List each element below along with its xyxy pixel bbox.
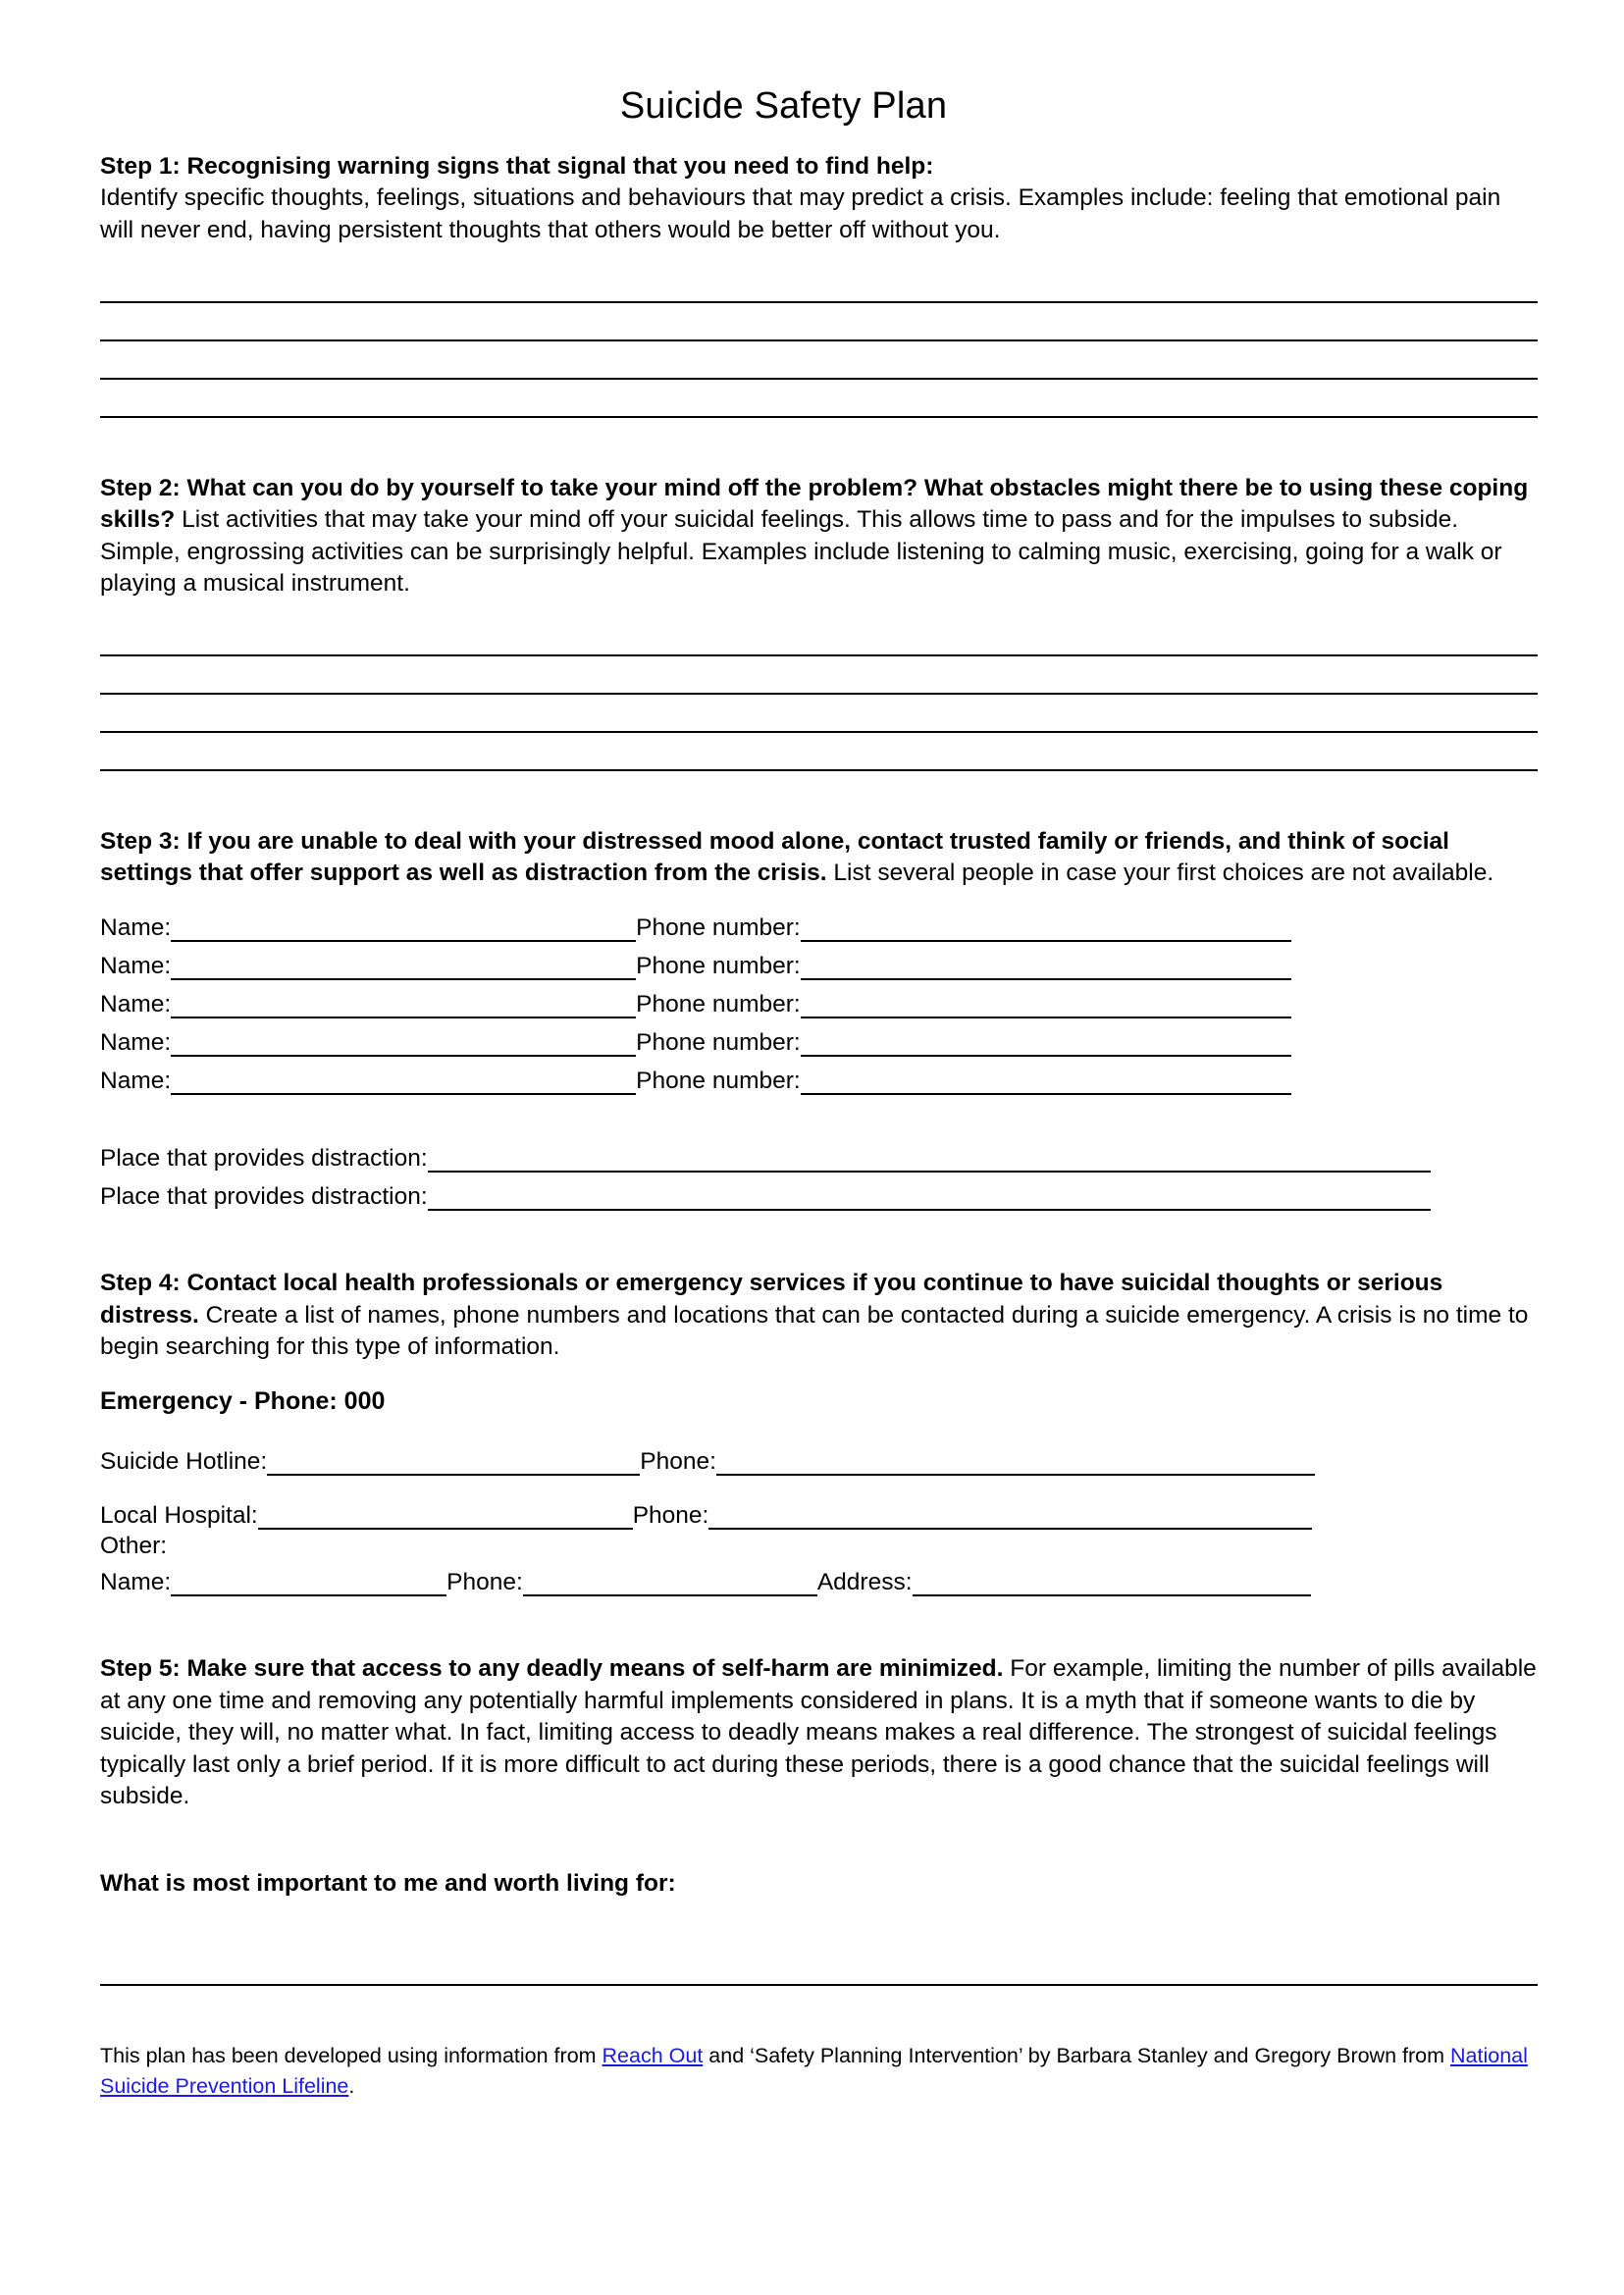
national-suicide-prevention-lifeline-link[interactable]: National Suicide Prevention Lifeline — [100, 2043, 1528, 2098]
local-hospital-label: Local Hospital: — [100, 1501, 258, 1529]
step-4-body: Create a list of names, phone numbers and locations that can be contacted during a suicide emergency. A crisis is no time to begin searching for this type of information. — [100, 1301, 1529, 1361]
contact-row — [100, 944, 1538, 982]
phone-number-label: Phone number: — [636, 952, 801, 979]
step-4-heading: Step 4: Contact local health professionals or emergency services if you continue to have suicidal thoughts or serious distress. — [100, 1270, 1443, 1329]
other-phone-label: Phone: — [446, 1568, 523, 1595]
worth-living-heading-wrap — [100, 1868, 1538, 1901]
place-row — [100, 1174, 1538, 1213]
phone-label: Phone: — [640, 1447, 716, 1475]
step-3-heading: Step 3: If you are unable to deal with your distressed mood alone, contact trusted family or friends, and think of social settings that offer support as well as distraction from the crisis. — [100, 827, 1449, 887]
local-hospital-row — [100, 1493, 1538, 1532]
footer-text-1: This plan has been developed using information from — [100, 2043, 602, 2067]
suicide-hotline-row — [100, 1439, 1538, 1478]
contact-row — [100, 906, 1538, 944]
page-title: Suicide Safety Plan — [619, 85, 948, 127]
phone-number-label: Phone number: — [636, 1067, 801, 1094]
step-2-paragraph — [100, 473, 1538, 600]
other-phone-input-line[interactable] — [523, 1569, 817, 1596]
local-hospital-input-line[interactable] — [258, 1502, 633, 1530]
phone-number-label: Phone number: — [636, 1028, 801, 1056]
footer-text-3: . — [348, 2073, 355, 2098]
phone-input-line[interactable] — [801, 1068, 1291, 1095]
other-name-label: Name: — [100, 1568, 172, 1595]
step-5-paragraph — [100, 1653, 1538, 1813]
footer-credits — [100, 2041, 1538, 2102]
name-label: Name: — [100, 913, 172, 941]
footer-text-2: and ‘Safety Planning Intervention’ by Barbara Stanley and Gregory Brown from — [703, 2043, 1450, 2067]
step-5-body: For example, limiting the number of pills available at any one time and removing any potentially harmful implements considered in plans. It is a myth that if someone wants to die by suicide, they will, no matter what. In fact, limiting access to deadly means makes a real difference. The strongest of suicidal feelings typically last only a brief period. If it is more difficult to act during these periods, there is a good chance that the suicidal feelings will subside. — [100, 1655, 1537, 1810]
place-input-line[interactable] — [428, 1183, 1431, 1211]
blank-line[interactable] — [100, 618, 1538, 656]
worth-living-heading: What is most important to me and worth living for: — [100, 1870, 676, 1898]
phone-input-line[interactable] — [801, 1029, 1291, 1057]
name-input-line[interactable] — [171, 914, 636, 942]
blank-line[interactable] — [100, 1948, 1538, 1986]
step-3-paragraph — [100, 826, 1538, 890]
place-row — [100, 1136, 1538, 1174]
blank-line[interactable] — [100, 380, 1538, 418]
blank-line[interactable] — [100, 656, 1538, 695]
other-label: Other: — [100, 1532, 168, 1559]
place-input-line[interactable] — [428, 1145, 1431, 1173]
step-3-body: List several people in case your first choices are not available. — [833, 860, 1494, 887]
contact-row — [100, 1059, 1538, 1097]
phone-number-label: Phone number: — [636, 990, 801, 1017]
phone-input-line[interactable] — [801, 914, 1291, 942]
step-2-body: List activities that may take your mind off your suicidal feelings. This allows time to pass and for the impulses to subside. Simple, engrossing activities can be surprisingly helpful. Examples include listening to calming music, exercising, going for a walk or playing a musical instrument. — [100, 506, 1502, 598]
blank-line[interactable] — [100, 265, 1538, 303]
other-name-input-line[interactable] — [171, 1569, 446, 1596]
name-input-line[interactable] — [171, 991, 636, 1018]
blank-line[interactable] — [100, 341, 1538, 380]
suicide-hotline-input-line[interactable] — [267, 1448, 640, 1476]
step-1-heading: Step 1: Recognising warning signs that signal that you need to find help: — [100, 152, 934, 180]
suicide-hotline-phone-input-line[interactable] — [716, 1448, 1315, 1476]
contact-row — [100, 1020, 1538, 1059]
other-address-input-line[interactable] — [913, 1569, 1311, 1596]
step-1-paragraph — [100, 151, 1538, 247]
step-1-body: Identify specific thoughts, feelings, situations and behaviours that may predict a crisis. Examples include: feeling that emotional pain will never end, having persistent thoughts that others would be better off without you. — [100, 184, 1501, 243]
place-distraction-label: Place that provides distraction: — [100, 1144, 428, 1172]
local-hospital-phone-input-line[interactable] — [708, 1502, 1312, 1530]
name-input-line[interactable] — [171, 1068, 636, 1095]
document-content — [100, 0, 1538, 2102]
step-4-section — [100, 1268, 1538, 1598]
place-distraction-label: Place that provides distraction: — [100, 1182, 428, 1210]
phone-number-label: Phone number: — [636, 913, 801, 941]
step-2-blank-lines — [100, 618, 1538, 771]
suicide-hotline-label: Suicide Hotline: — [100, 1447, 268, 1475]
step-2-section — [100, 473, 1538, 771]
contact-row — [100, 982, 1538, 1020]
name-label: Name: — [100, 1028, 172, 1056]
step-5-heading: Step 5: Make sure that access to any deadly means of self-harm are minimized. — [100, 1655, 1004, 1683]
worth-living-section — [100, 1868, 1538, 1986]
step-4-paragraph — [100, 1268, 1538, 1364]
reach-out-link[interactable]: Reach Out — [602, 2043, 704, 2067]
phone-label: Phone: — [632, 1501, 709, 1529]
name-input-line[interactable] — [171, 1029, 636, 1057]
emergency-phone-label: Emergency - Phone: 000 — [100, 1386, 386, 1415]
name-label: Name: — [100, 1067, 172, 1094]
blank-line[interactable] — [100, 733, 1538, 771]
step-1-blank-lines — [100, 265, 1538, 418]
blank-line[interactable] — [100, 695, 1538, 733]
step-3-section — [100, 826, 1538, 1213]
other-address-label: Address: — [816, 1568, 913, 1595]
name-input-line[interactable] — [171, 953, 636, 980]
blank-line[interactable] — [100, 303, 1538, 341]
phone-input-line[interactable] — [801, 991, 1291, 1018]
other-contact-row — [100, 1560, 1538, 1598]
phone-input-line[interactable] — [801, 953, 1291, 980]
name-label: Name: — [100, 990, 172, 1017]
name-label: Name: — [100, 952, 172, 979]
step-5-section — [100, 1653, 1538, 1813]
step-2-heading: Step 2: What can you do by yourself to take your mind off the problem? What obstacles might there be to using these coping skills? — [100, 474, 1529, 534]
step-1-section — [100, 151, 1538, 418]
